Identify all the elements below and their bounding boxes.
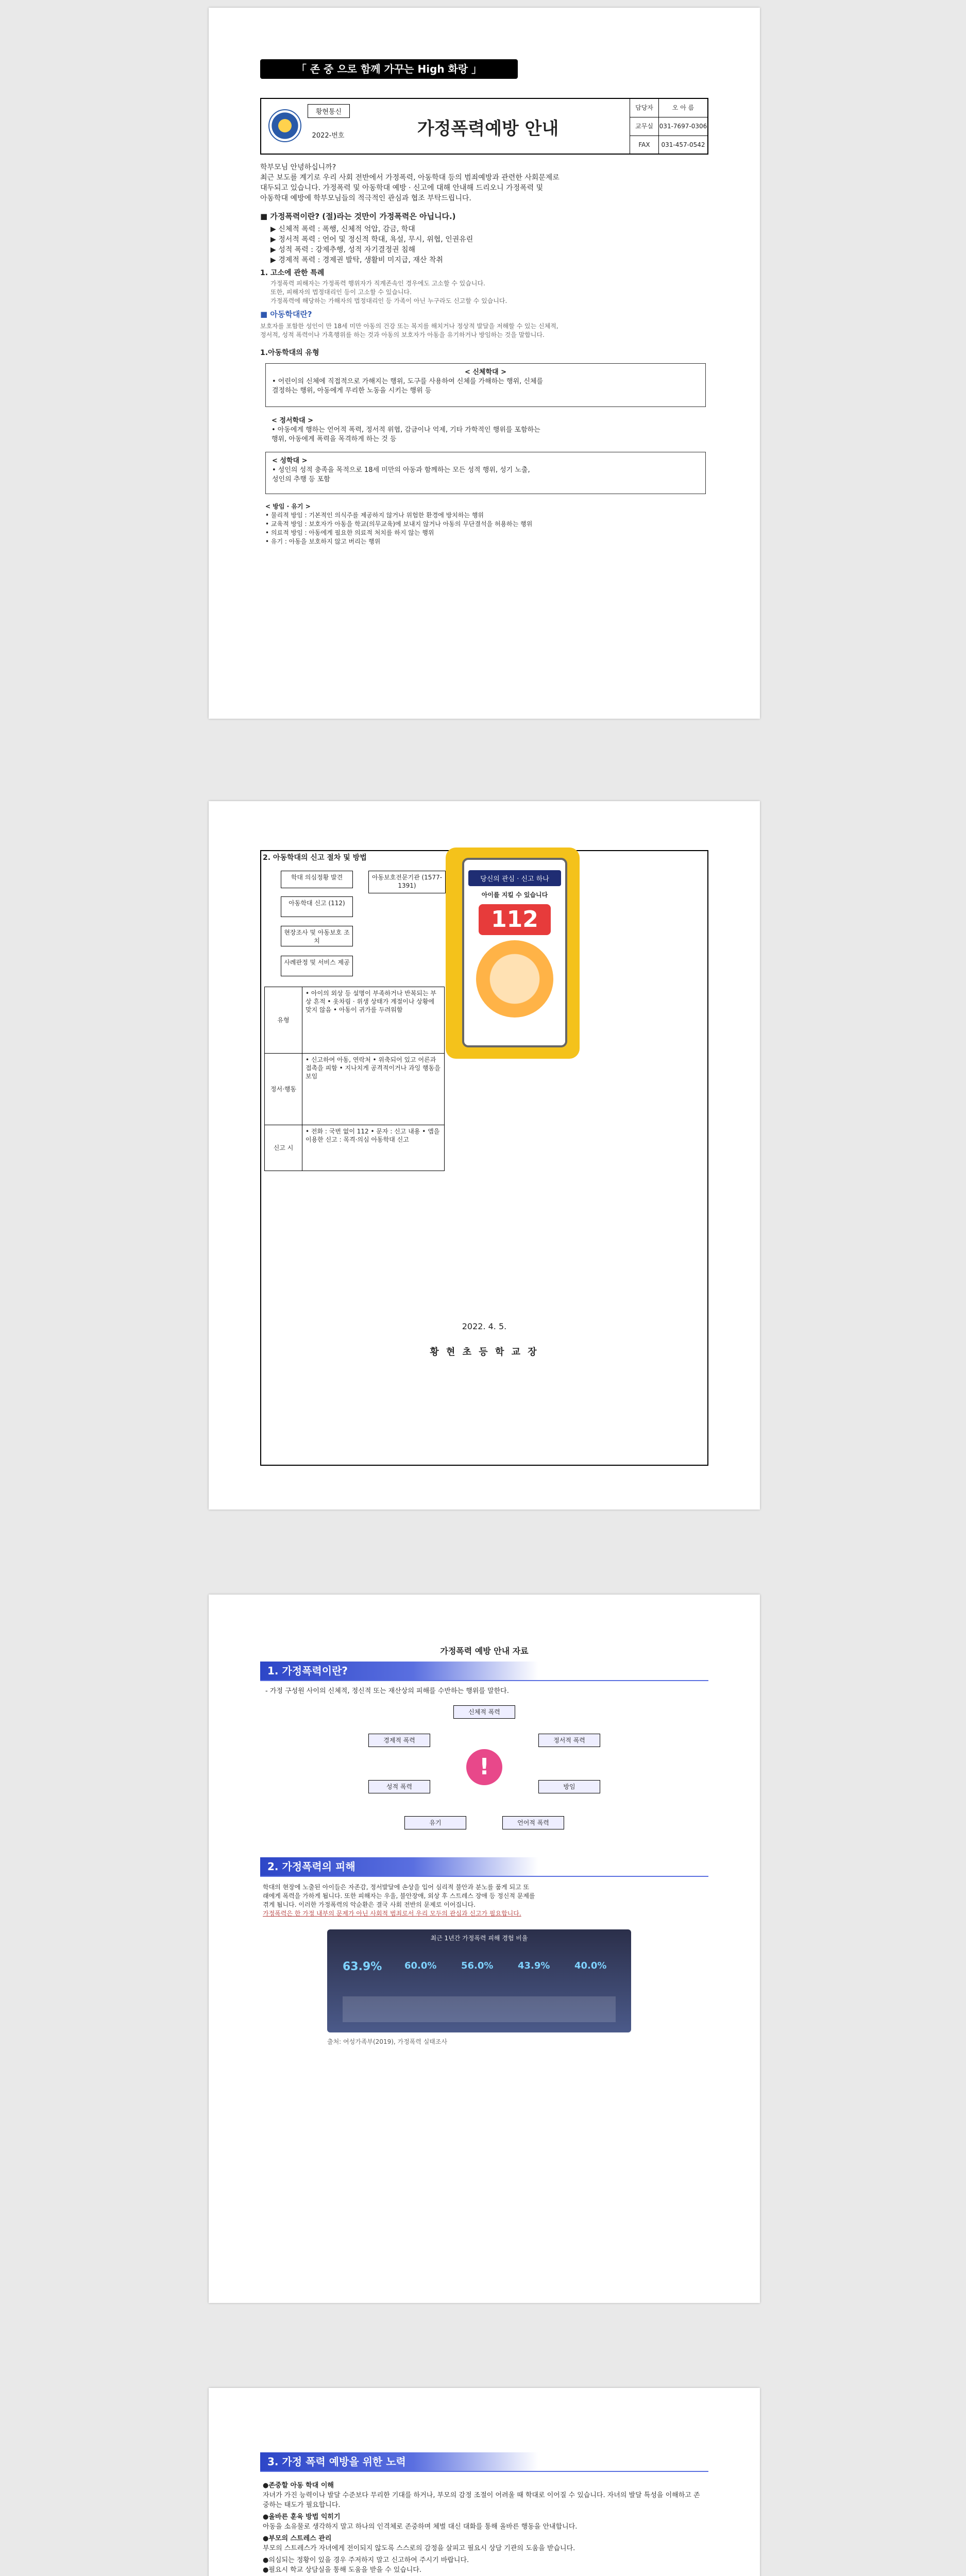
sexual-abuse-box: < 성학대 > • 성인의 성적 충족을 목적으로 18세 미만의 아동과 함께하는 모든 성적 행위, 성기 노출, 성인의 추행 등 포함 (265, 452, 706, 494)
section-1-title: 1. 가정폭력이란? (260, 1662, 538, 1680)
school-logo-icon (268, 109, 301, 142)
section-3-title: 3. 가정 폭력 예방을 위한 노력 (260, 2452, 538, 2471)
diagram-node: 언어적 폭력 (502, 1816, 564, 1829)
intro-text: 학부모님 안녕하십니까? 최근 보도를 계기로 우리 사회 전반에서 가정폭력, 아동학대 등의 범죄예방과 관련한 사회문제로 대두되고 있습니다. 가정폭력 및 아동학대 예방 · 신고에 대해 안내해 드리오니 가정폭력 및 아동학대 예방에 학부모님들의 적극적인 관심과 협조 부탁드립니다. (260, 163, 560, 202)
neglect-section: < 방임 · 유기 > • 물리적 방임 : 기본적인 의식주를 제공하지 않거나 위험한 환경에 방치하는 행위 • 교육적 방임 : 보호자가 아동을 학교(의무교육)에 보내지 않거나 아동의 무단결석을 허용하는 행위 • 의료적 방임 : 아동에게 필요한 의료적 처치를 하지 않는 행위 • 유기 : 아동을 보호하지 않고 버리는 행위 (265, 503, 533, 545)
law-text: 가정폭력 피해자는 가정폭력 행위자가 직계존속인 경우에도 고소할 수 있습니다. 또한, 피해자의 법정대리인 등이 고소할 수 있습니다. 가정폭력에 해당하는 가해자의 법정대리인 등 가족이 아닌 누구라도 신고할 수 있습니다. (270, 280, 507, 304)
page-4 (209, 2388, 760, 2576)
warning-icon: ! (466, 1749, 502, 1785)
law-heading: 1. 고소에 관한 특례 (260, 269, 325, 277)
stat-2: 60.0% (404, 1960, 437, 1971)
table-row: 신고 시 • 전화 : 국번 없이 112 • 문자 : 신고 내용 • 앱을 이용한 신고 : 목격·의심 아동학대 신고 (265, 1125, 445, 1171)
contact-table: 담당자 오 아 름 교무실 031-7697-0306 FAX 031-457-0542 (630, 99, 707, 154)
child-abuse-heading: ■ 아동학대란? (260, 310, 312, 319)
emotional-abuse-box: < 정서학대 > • 아동에게 행하는 언어적 폭력, 정서적 위협, 감금이나 억제, 기타 가학적인 행위를 포함하는 행위, 아동에게 폭력을 목격하게 하는 것 등 (272, 417, 540, 443)
flow-step-3: 현장조사 및 아동보호 조치 (281, 926, 353, 946)
family-illustration-icon (476, 940, 553, 1018)
principal-signature: 황 현 초 등 학 교 장 (430, 1347, 539, 1358)
stat-4: 43.9% (518, 1960, 550, 1971)
slogan-banner: 「 존 중 으로 함께 가꾸는 High 화랑 」 (260, 59, 518, 79)
issue-number: 2022-번호 (312, 132, 345, 140)
poster-subline: 아이를 지킬 수 있습니다 (481, 891, 548, 899)
prevention-list: ●존중할 아동 학대 이해 자녀가 가진 능력이나 발달 수준보다 무리한 기대를 하거나, 부모의 감정 조절이 어려울 때 학대로 이어질 수 있습니다. 자녀의 발달 특성을 이해하고 존중하는 태도가 필요합니다. ●올바른 훈육 방법 익히기 아동을 소유물로 생각하지 말고 하나의 인격체로 존중하며 체벌 대신 대화를 통해 올바른 행동을 안내합니다. ●부모의 스트레스 관리 부모의 스트레스가 자녀에게 전이되지 않도록 스스로의 감정을 살피고 필요시 상담 기관의 도움을 받습니다. ●의심되는 정황이 있을 경우 주저하지 말고 신고하여 주시기 바랍니다. ●필요시 학교 상담실을 통해 도움을 받을 수 있습니다. (263, 2482, 700, 2574)
guide-title: 가정폭력 예방 안내 자료 (440, 1646, 529, 1656)
section-2-text: 학대의 현장에 노출된 아이들은 자존감, 정서발달에 손상을 입어 심리적 불안과 분노를 품게 되고 또 래에게 폭력을 가하게 됩니다. 또한 피해자는 우울, 불안장애, 외상 후 스트레스 장애 등 정신적 문제를 겪게 됩니다. 이러한 가정폭력의 악순환은 결국 사회 전반의 문제로 이어집니다. 가정폭력은 한 가정 내부의 문제가 아닌 사회적 범죄로서 우리 모두의 관심과 신고가 필요합니다. (263, 1884, 535, 1917)
table-row: 유형 • 아이의 외상 등 설명이 부족하거나 반복되는 부상 흔적 • 옷차림 · 위생 상태가 계절이나 상황에 맞지 않음 • 아동이 귀가를 두려워함 (265, 987, 445, 1054)
physical-abuse-box: < 신체학대 > • 어린이의 신체에 직접적으로 가해지는 행위, 도구를 사용하여 신체를 가해하는 행위, 신체를 결정하는 행위, 아동에게 무리한 노동을 시키는 행위 등 (265, 363, 706, 407)
page-title: 가정폭력예방 안내 (417, 118, 559, 139)
definition-list: ▶ 신체적 폭력 : 폭행, 신체적 억압, 감금, 학대 ▶ 정서적 폭력 : 언어 및 정신적 학대, 욕설, 무시, 위협, 인권유린 ▶ 성적 폭력 : 강제추행, 성적 자기결정권 침해 ▶ 경제적 폭력 : 경제권 발탁, 생활비 미지급, 재산 착취 (270, 225, 473, 264)
stats-caption: 최근 1년간 가정폭력 피해 경험 비율 (430, 1935, 528, 1942)
newsletter-label: 황현통신 (308, 104, 350, 118)
poster-number: 112 (479, 904, 551, 935)
diagram-node: 경제적 폭력 (368, 1734, 430, 1747)
diagram-node: 정서적 폭력 (538, 1734, 600, 1747)
flow-step-2: 아동학대 신고 (112) (281, 896, 353, 917)
flow-step-1: 학대 의심정황 발견 (281, 871, 353, 888)
page-1 (209, 8, 760, 719)
page-2 (209, 801, 760, 1510)
diagram-node: 유기 (404, 1816, 466, 1829)
section-1-text: - 가정 구성원 사이의 신체적, 정신적 또는 재산상의 피해를 수반하는 행위를 말한다. (265, 1687, 509, 1695)
definition-heading: ■ 가정폭력이란? (절)라는 것만이 가정폭력은 아닙니다.) (260, 212, 456, 221)
diagram-node: 성적 폭력 (368, 1780, 430, 1793)
table-row: 정서·행동 • 신고하여 아동, 연락처 • 위축되어 있고 어른과 접촉을 피함 • 지나치게 공격적이거나 과잉 행동을 보임 (265, 1054, 445, 1125)
diagram-node: 방임 (538, 1780, 600, 1793)
newsletter-header (260, 98, 708, 155)
report-112-poster (446, 848, 580, 1059)
report-procedure-heading: 2. 아동학대의 신고 절차 및 방법 (263, 854, 367, 862)
types-heading: 1.아동학대의 유형 (260, 349, 319, 357)
page-3 (209, 1595, 760, 2303)
issue-date: 2022. 4. 5. (462, 1321, 507, 1331)
damage-stats-panel (327, 1929, 631, 2032)
flow-step-5: 사례판정 및 서비스 제공 (281, 956, 353, 976)
signs-table (264, 987, 445, 1171)
child-abuse-text: 보호자를 포함한 성인이 만 18세 미만 아동의 건강 또는 복지를 해치거나 정상적 발달을 저해할 수 있는 신체적, 정서적, 성적 폭력이나 가혹행위를 하는 것과 아동의 보호자가 아동을 유기하거나 방임하는 것을 말합니다. (260, 323, 558, 338)
stat-1: 63.9% (343, 1960, 382, 1973)
stat-3: 56.0% (461, 1960, 494, 1971)
diagram-node: 신체적 폭력 (453, 1705, 515, 1719)
section-2-title: 2. 가정폭력의 피해 (260, 1857, 538, 1876)
flow-step-4: 아동보호전문기관 (1577-1391) (368, 871, 446, 893)
poster-headline: 당신의 관심 · 신고 하나 (468, 870, 561, 886)
source-note: 출처: 여성가족부(2019), 가정폭력 실태조사 (327, 2038, 448, 2045)
stat-5: 40.0% (574, 1960, 607, 1971)
